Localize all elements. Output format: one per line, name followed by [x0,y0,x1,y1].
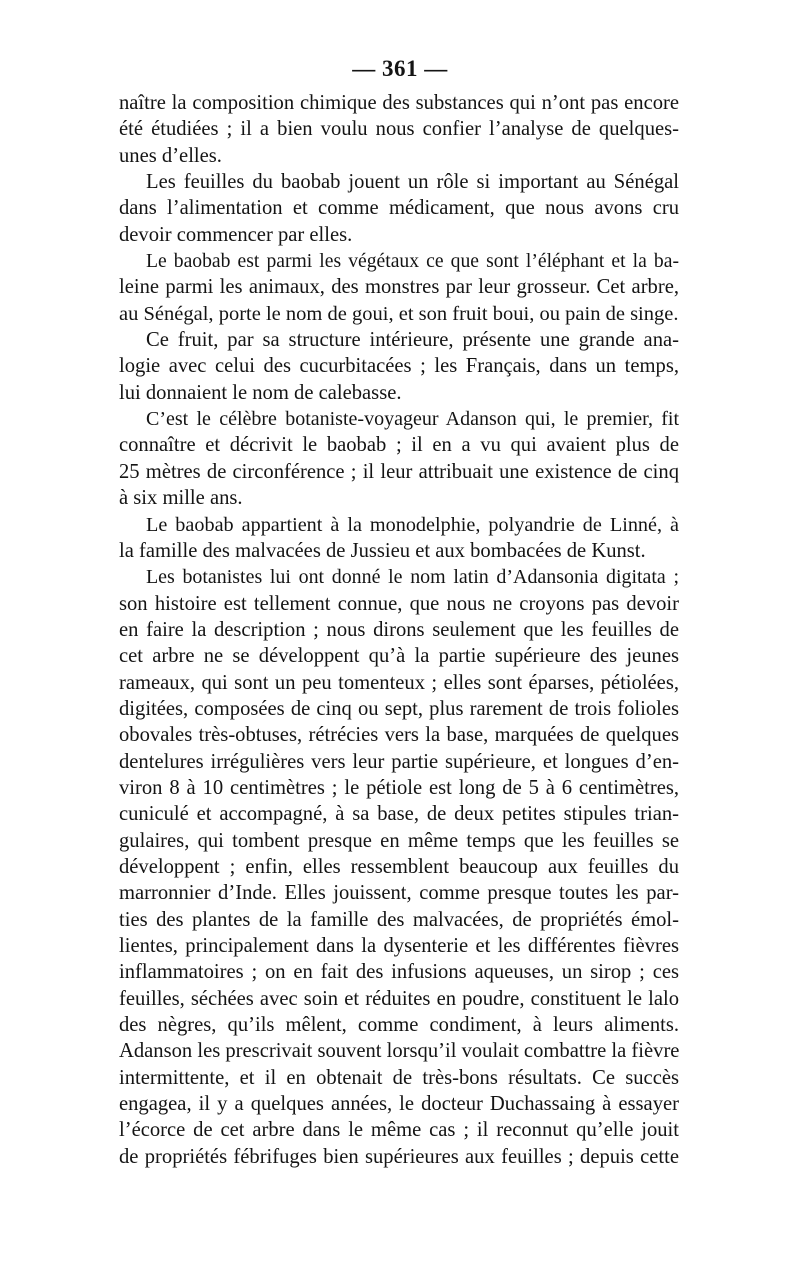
page-number-header: — 361 — [352,56,448,81]
text-line: des nègres, qu’ils mêlent, comme condiment, à leurs aliments. [119,1014,679,1037]
text-line: cuniculé et accompagné, à sa base, de deux petites stipules trian- [119,803,679,826]
text-line: C’est le célèbre botaniste-voyageur Adanson qui, le premier, fit [146,408,679,431]
text-line: marronnier d’Inde. Elles jouissent, comme presque toutes les par- [119,882,679,905]
text-line: intermittente, et il en obtenait de très-bons résultats. Ce succès [119,1066,679,1089]
text-line: naître la composition chimique des substances qui n’ont pas encore [119,92,679,114]
text-line: ties des plantes de la famille des malvacées, de propriétés émol- [119,908,679,931]
text-line: la famille des malvacées de Jussieu et aux bombacées de Kunst. [119,539,646,562]
text-line: son histoire est tellement connue, que nous ne croyons pas devoir [119,592,679,615]
text-line: Le baobab appartient à la monodelphie, polyandrie de Linné, à [146,513,679,536]
text-line: l’écorce de cet arbre dans le même cas ; il reconnut qu’elle jouit [119,1119,679,1142]
text-line: Ce fruit, par sa structure intérieure, présente une grande ana- [146,329,679,352]
text-line: en faire la description ; nous dirons seulement que les feuilles de [119,618,679,641]
text-line: devoir commencer par elles. [119,223,353,246]
body-text [119,90,679,1170]
text-line: cet arbre ne se développent qu’à la partie supérieure des jeunes [119,645,679,668]
text-line: à six mille ans. [119,487,243,510]
text-line: engagea, il y a quelques années, le docteur Duchassaing à essayer [119,1093,679,1116]
text-line: lientes, principalement dans la dysenterie et les différentes fièvres [119,935,679,957]
text-line: viron 8 à 10 centimètres ; le pétiole est long de 5 à 6 centimètres, [119,776,679,799]
text-line: feuilles, séchées avec soin et réduites en poudre, constituent le lalo [119,987,679,1010]
text-line: obovales très-obtuses, rétrécies vers la base, marquées de quelques [119,724,679,747]
text-line: Les feuilles du baobab jouent un rôle si important au Sénégal [146,171,679,194]
text-line: gulaires, qui tombent presque en même temps que les feuilles se [119,829,679,852]
text-line: développent ; enfin, elles ressemblent beaucoup aux feuilles du [119,855,679,878]
text-line: connaître et décrivit le baobab ; il en a vu qui avaient plus de [119,434,679,457]
text-line: rameaux, qui sont un peu tomenteux ; elles sont éparses, pétiolées, [119,671,679,694]
text-line: Adanson les prescrivait souvent lorsqu’il voulait combattre la fièvre [119,1040,680,1063]
text-line: logie avec celui des cucurbitacées ; les Français, dans un temps, [119,355,679,378]
text-line: Le baobab est parmi les végétaux ce que sont l’éléphant et la ba- [146,250,679,273]
text-line: digitées, composées de cinq ou sept, plus rarement de trois folioles [119,697,679,720]
text-line: au Sénégal, porte le nom de goui, et son fruit boui, ou pain de singe. [119,302,679,325]
text-line: leine parmi les animaux, des monstres par leur grosseur. Cet arbre, [119,276,679,299]
text-line: inflammatoires ; on en fait des infusions aqueuses, un sirop ; ces [119,961,679,984]
text-line: été étudiées ; il a bien voulu nous confier l’analyse de quelques- [119,118,679,141]
text-line: unes d’elles. [119,144,222,167]
text-line: dans l’alimentation et comme médicament, que nous avons cru [119,197,679,220]
text-line: dentelures irrégulières vers leur partie supérieure, et longues d’en- [119,750,679,773]
text-line: lui donnaient le nom de calebasse. [119,381,402,404]
text-line: de propriétés fébrifuges bien supérieures aux feuilles ; depuis cette [119,1145,679,1168]
text-line: 25 mètres de circonférence ; il leur attribuait une existence de cinq [119,460,679,483]
text-line: Les botanistes lui ont donné le nom latin d’Adansonia digitata ; [146,566,679,589]
